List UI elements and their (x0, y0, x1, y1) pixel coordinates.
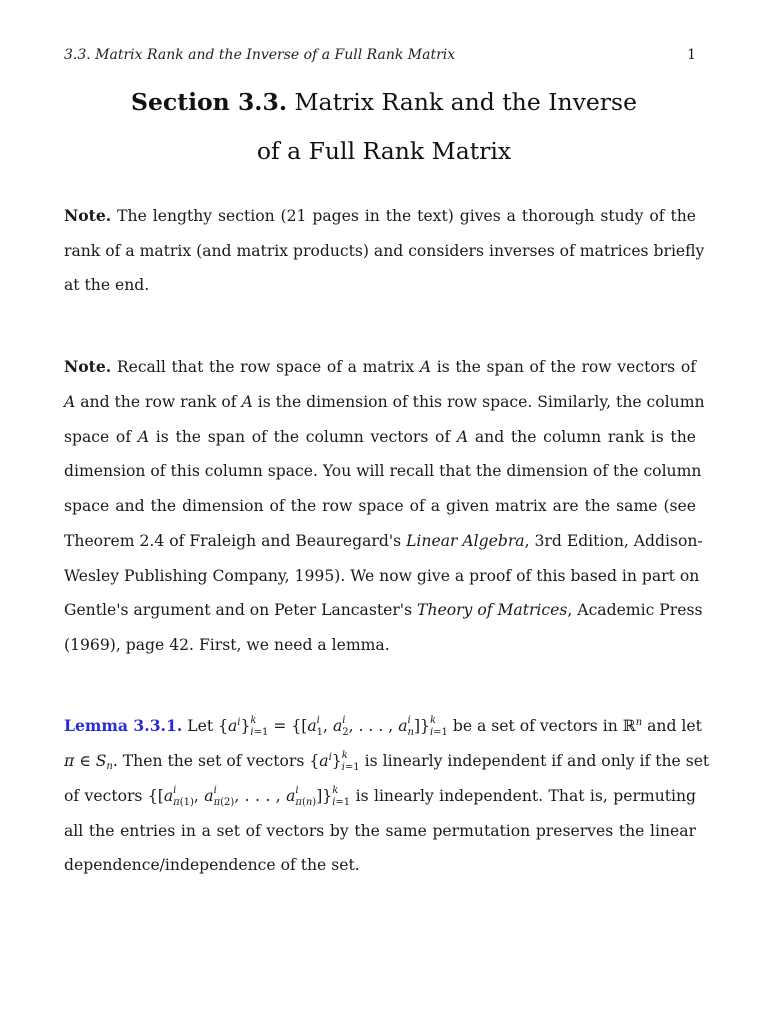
text-run: . Then the set of vectors (112, 752, 305, 770)
text-line (64, 425, 696, 449)
running-header: 3.3. Matrix Rank and the Inverse of a Full Rank Matrix (64, 47, 456, 63)
text-line (64, 749, 710, 773)
text-run: and the column rank is the (474, 428, 696, 446)
text-line: dimension of this column space. You will recall that the dimension of the column (64, 462, 702, 480)
text-run: be a set of vectors in (452, 717, 618, 735)
text-line (64, 529, 703, 553)
math-var: A (137, 428, 150, 446)
text-run: Theorem 2.4 of Fraleigh and Beauregard's (64, 532, 402, 550)
text-run: of vectors (64, 787, 143, 805)
book-title: Theory of Matrices (417, 601, 568, 619)
text-line: at the end. (64, 276, 150, 294)
text-run: is linearly independent. That is, permuting (355, 787, 697, 805)
text-line: rank of a matrix (and matrix products) and considers inverses of matrices briefly (64, 242, 705, 260)
math-var: A (456, 428, 469, 446)
text-run: space of (64, 428, 132, 446)
section-label: Section 3.3. (130, 88, 288, 116)
text-line: space and the dimension of the row space of a given matrix are the same (see (64, 497, 696, 515)
text-run: and let (647, 717, 702, 735)
text-run: is the span of the row vectors of (436, 358, 696, 376)
text-line: Wesley Publishing Company, 1995). We now give a proof of this based in part on (64, 567, 700, 585)
math-set-expression: {[a i π(1) , a i π(2) , . . . , a i π(n) ]} k i=1 (147, 785, 351, 808)
text-run: and the row rank of (80, 393, 237, 411)
math-var: A (419, 358, 432, 376)
text-run: Recall that the row space of a matrix (116, 358, 415, 376)
note-label: Note. (64, 206, 112, 225)
book-title: Linear Algebra (406, 532, 525, 550)
text-run: is linearly independent if and only if the set (364, 752, 710, 770)
section-title-line-2: of a Full Rank Matrix (256, 137, 512, 165)
text-line (64, 390, 705, 414)
text-run: Let (187, 717, 214, 735)
text-line: dependence/independence of the set. (64, 856, 360, 874)
math-pi-in-sn: π ∈ $S_n$ (64, 752, 113, 772)
math-set-expression: $\{a^i\}$ k i=1 (309, 750, 360, 773)
text-run: is the span of the column vectors of (155, 428, 451, 446)
text-line: (1969), page 42. First, we need a lemma. (64, 636, 390, 654)
text-line (64, 714, 702, 738)
text-run: , 3rd Edition, Addison- (524, 532, 703, 550)
section-title-line-1 (0, 88, 768, 116)
text-run: Gentle's argument and on Peter Lancaster's (64, 601, 413, 619)
text-line (64, 355, 696, 379)
math-var: A (241, 393, 253, 411)
math-reals: ℝ$^n$ (622, 717, 643, 735)
lemma-label: Lemma 3.3.1. (64, 716, 183, 735)
text-line: all the entries in a set of vectors by the same permutation preserves the linear (64, 822, 696, 840)
text-run: is the dimension of this row space. Similarly, the column (257, 393, 705, 411)
text-line (64, 598, 703, 622)
text-line (64, 784, 696, 808)
text-run: , Academic Press (567, 601, 703, 619)
text-line (64, 204, 696, 228)
section-title-text: Matrix Rank and the Inverse (294, 88, 637, 116)
page-number: 1 (687, 47, 696, 63)
math-var: A (64, 393, 76, 411)
text-run: The lengthy section (21 pages in the text) gives a thorough study of the (117, 207, 696, 225)
note-label: Note. (64, 357, 112, 376)
math-set-expression: $\{a^i\}$ k i=1 = {[a i 1 , a i 2 , . . . , a i n ]} k i=1 (218, 715, 448, 738)
